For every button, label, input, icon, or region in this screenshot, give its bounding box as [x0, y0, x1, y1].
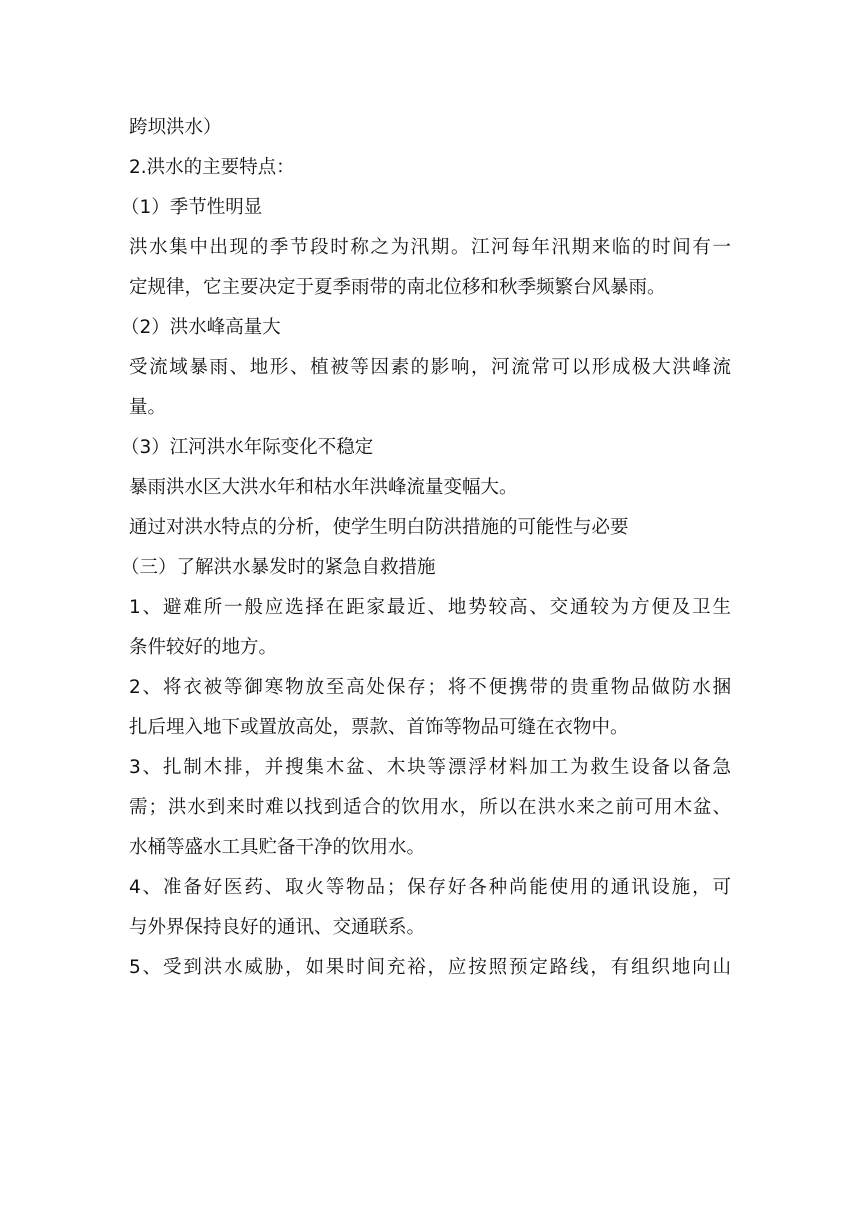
text-line: 洪水集中出现的季节段时称之为汛期。江河每年汛期来临的时间有一 [129, 237, 731, 258]
list-item-line: 扎后埋入地下或置放高处，票款、首饰等物品可缝在衣物中。 [129, 717, 629, 738]
list-item-line: 条件较好的地方。 [129, 637, 278, 658]
list-item-line: 3、扎制木排，并搜集木盆、木块等漂浮材料加工为救生设备以备急 [129, 757, 731, 778]
list-item-line: 2、将衣被等御寒物放至高处保存；将不便携带的贵重物品做防水捆 [129, 677, 731, 698]
text-line: 通过对洪水特点的分析，使学生明白防洪措施的可能性与必要 [129, 517, 629, 538]
list-item-line: 与外界保持良好的通讯、交通联系。 [129, 917, 426, 938]
section-heading: 2.洪水的主要特点： [129, 157, 295, 178]
text-line: 定规律，它主要决定于夏季雨带的南北位移和秋季频繁台风暴雨。 [129, 277, 666, 298]
subheading: （3）江河洪水年际变化不稳定 [121, 437, 374, 458]
text-line: 量。 [129, 397, 167, 418]
text-line: 暴雨洪水区大洪水年和枯水年洪峰流量变幅大。 [129, 477, 518, 498]
document-body [121, 108, 731, 988]
list-item-line: 5、受到洪水威胁，如果时间充裕，应按照预定路线，有组织地向山 [129, 957, 731, 978]
text-line: 跨坝洪水） [129, 117, 222, 138]
list-item-line: 水桶等盛水工具贮备干净的饮用水。 [129, 837, 426, 858]
section-heading: （三）了解洪水暴发时的紧急自救措施 [121, 557, 436, 578]
subheading: （2）洪水峰高量大 [121, 317, 281, 338]
subheading: （1）季节性明显 [121, 197, 263, 218]
list-item-line: 4、准备好医药、取火等物品；保存好各种尚能使用的通讯设施，可 [129, 877, 731, 898]
list-item-line: 需；洪水到来时难以找到适合的饮用水，所以在洪水来之前可用木盆、 [129, 797, 731, 818]
text-line: 受流域暴雨、地形、植被等因素的影响，河流常可以形成极大洪峰流 [129, 357, 731, 378]
list-item-line: 1、避难所一般应选择在距家最近、地势较高、交通较为方便及卫生 [129, 597, 731, 618]
